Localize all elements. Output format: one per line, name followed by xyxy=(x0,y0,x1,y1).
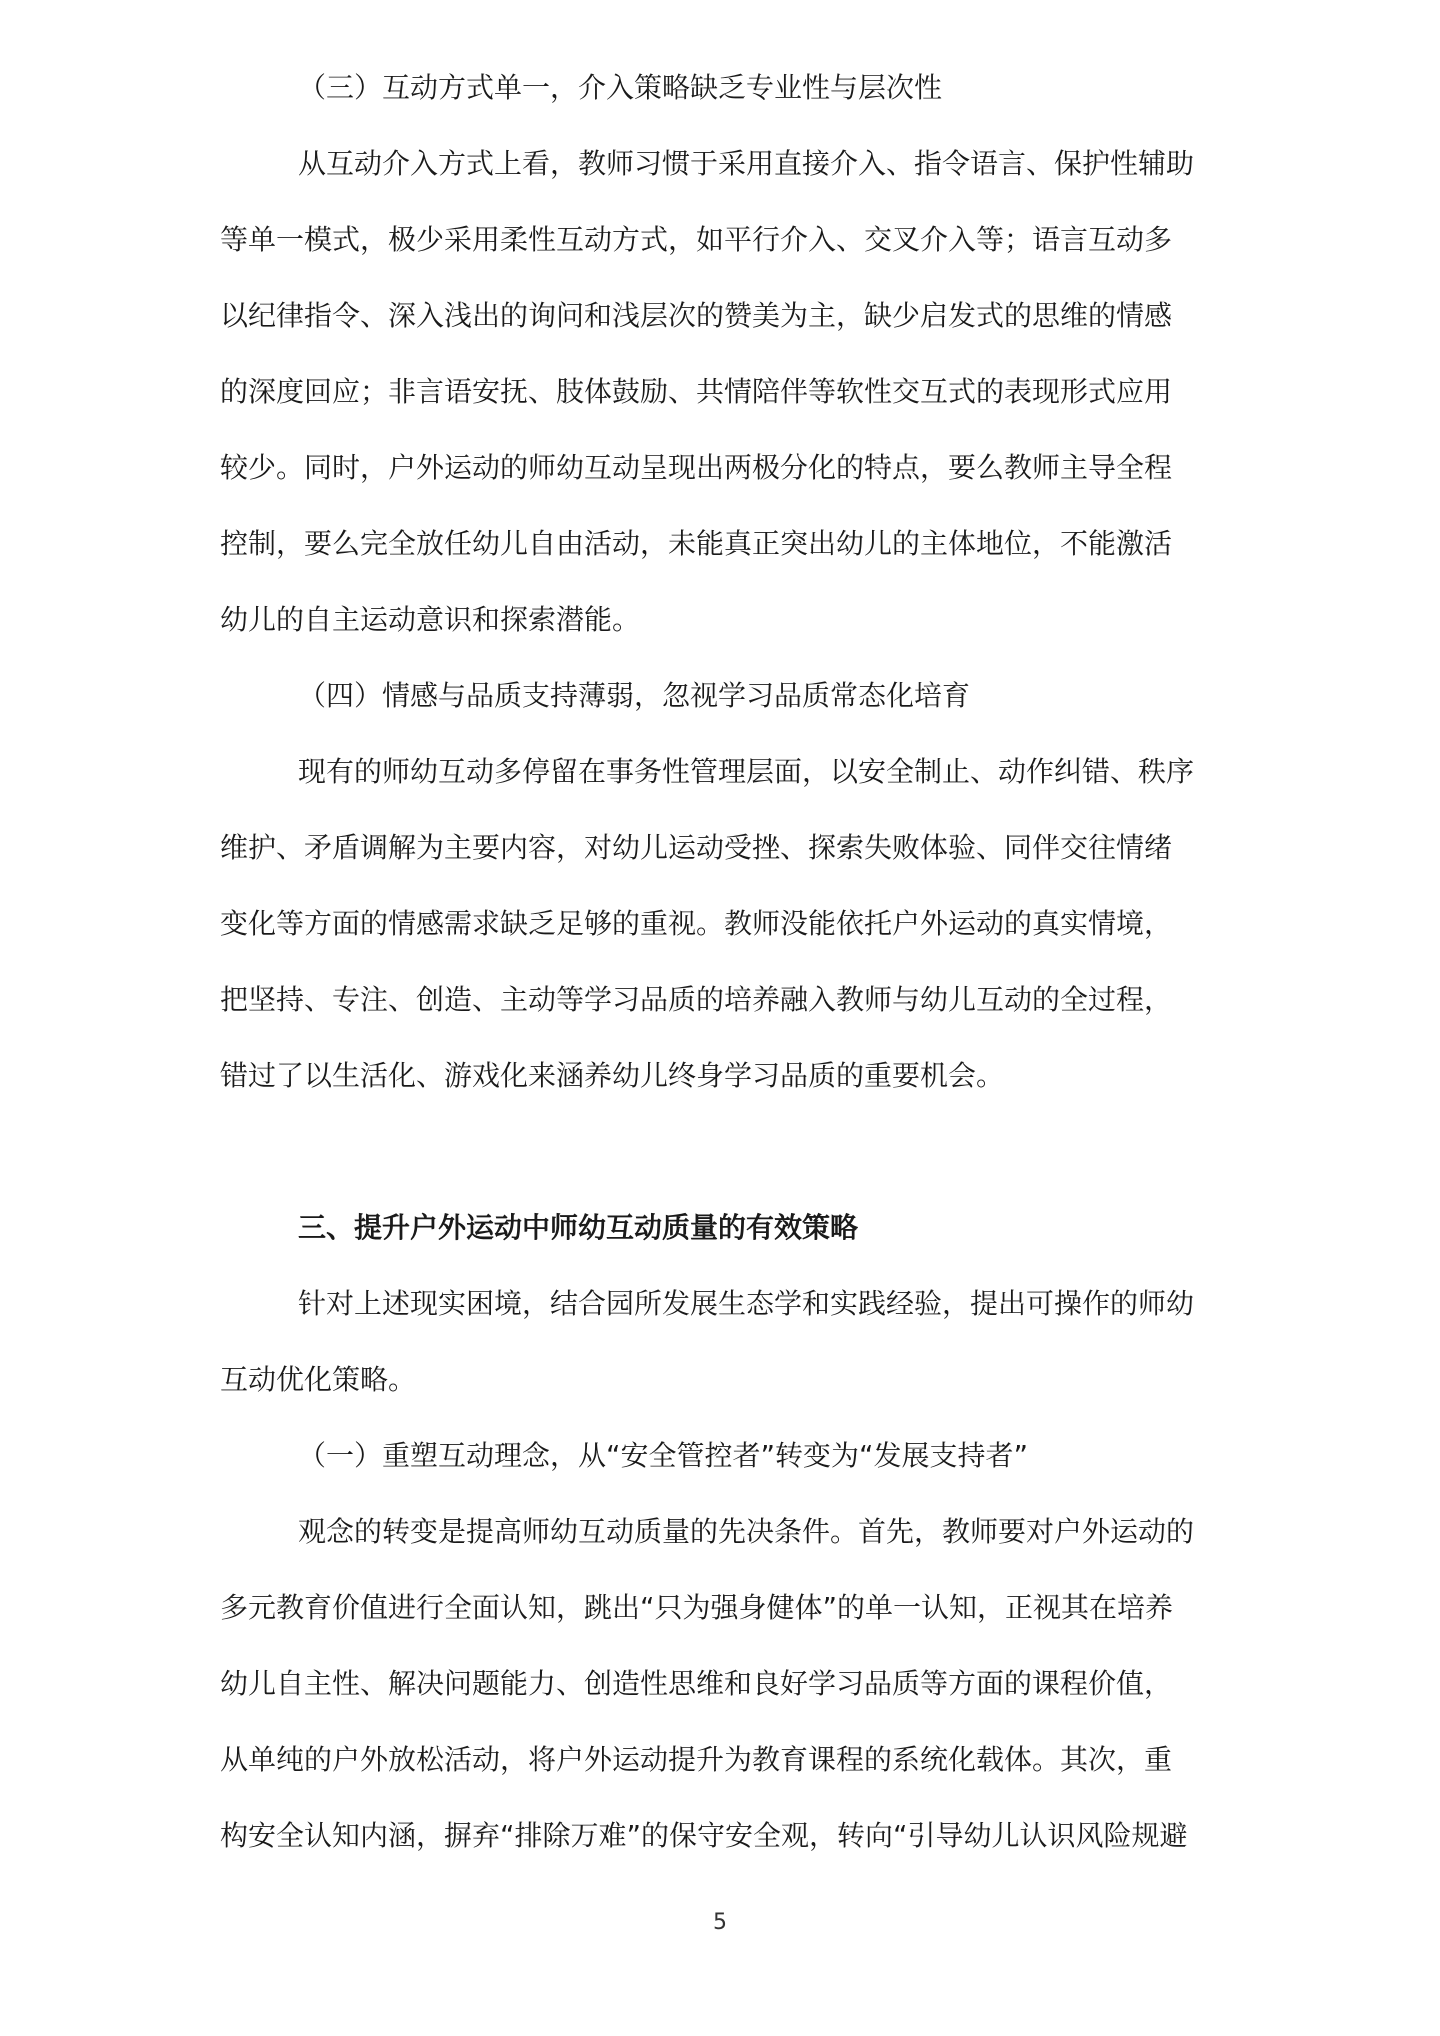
paragraph-line: 幼儿自主性、解决问题能力、创造性思维和良好学习品质等方面的课程价值， xyxy=(220,1667,1173,1700)
page-number: 5 xyxy=(713,1910,727,1935)
paragraph-line: 以纪律指令、深入浅出的询问和浅层次的赞美为主，缺少启发式的思维的情感 xyxy=(220,299,1173,332)
heading-2-3: （三）互动方式单一，介入策略缺乏专业性与层次性 xyxy=(298,71,943,104)
paragraph-line: 变化等方面的情感需求缺乏足够的重视。教师没能依托户外运动的真实情境， xyxy=(220,907,1173,940)
paragraph-line: 多元教育价值进行全面认知，跳出“只为强身健体”的单一认知，正视其在培养 xyxy=(220,1591,1174,1624)
paragraph-line: 等单一模式，极少采用柔性互动方式，如平行介入、交叉介入等；语言互动多 xyxy=(220,223,1173,256)
paragraph-line: 维护、矛盾调解为主要内容，对幼儿运动受挫、探索失败体验、同伴交往情绪 xyxy=(220,831,1173,864)
heading-3-1: （一）重塑互动理念，从“安全管控者”转变为“发展支持者” xyxy=(298,1439,1029,1472)
paragraph-line: 控制，要么完全放任幼儿自由活动，未能真正突出幼儿的主体地位，不能激活 xyxy=(220,527,1173,560)
paragraph-line: 互动优化策略。 xyxy=(220,1363,417,1396)
paragraph-line: 从互动介入方式上看，教师习惯于采用直接介入、指令语言、保护性辅助 xyxy=(298,147,1195,180)
paragraph-line: 从单纯的户外放松活动，将户外运动提升为教育课程的系统化载体。其次，重 xyxy=(220,1743,1173,1776)
paragraph-line: 现有的师幼互动多停留在事务性管理层面，以安全制止、动作纠错、秩序 xyxy=(298,755,1195,788)
heading-2-4: （四）情感与品质支持薄弱，忽视学习品质常态化培育 xyxy=(298,679,971,712)
paragraph-line: 的深度回应；非言语安抚、肢体鼓励、共情陪伴等软性交互式的表现形式应用 xyxy=(220,375,1173,408)
paragraph-line: 把坚持、专注、创造、主动等学习品质的培养融入教师与幼儿互动的全过程， xyxy=(220,983,1173,1016)
paragraph-line: 错过了以生活化、游戏化来涵养幼儿终身学习品质的重要机会。 xyxy=(220,1059,1005,1092)
paragraph-line: 幼儿的自主运动意识和探索潜能。 xyxy=(220,603,641,636)
paragraph-line: 构安全认知内涵，摒弃“排除万难”的保守安全观，转向“引导幼儿认识风险规避 xyxy=(220,1819,1188,1852)
paragraph-line: 较少。同时，户外运动的师幼互动呈现出两极分化的特点，要么教师主导全程 xyxy=(220,451,1173,484)
heading-3: 三、提升户外运动中师幼互动质量的有效策略 xyxy=(298,1211,859,1244)
paragraph-line: 针对上述现实困境，结合园所发展生态学和实践经验，提出可操作的师幼 xyxy=(298,1287,1195,1320)
paragraph-line: 观念的转变是提高师幼互动质量的先决条件。首先，教师要对户外运动的 xyxy=(298,1515,1195,1548)
